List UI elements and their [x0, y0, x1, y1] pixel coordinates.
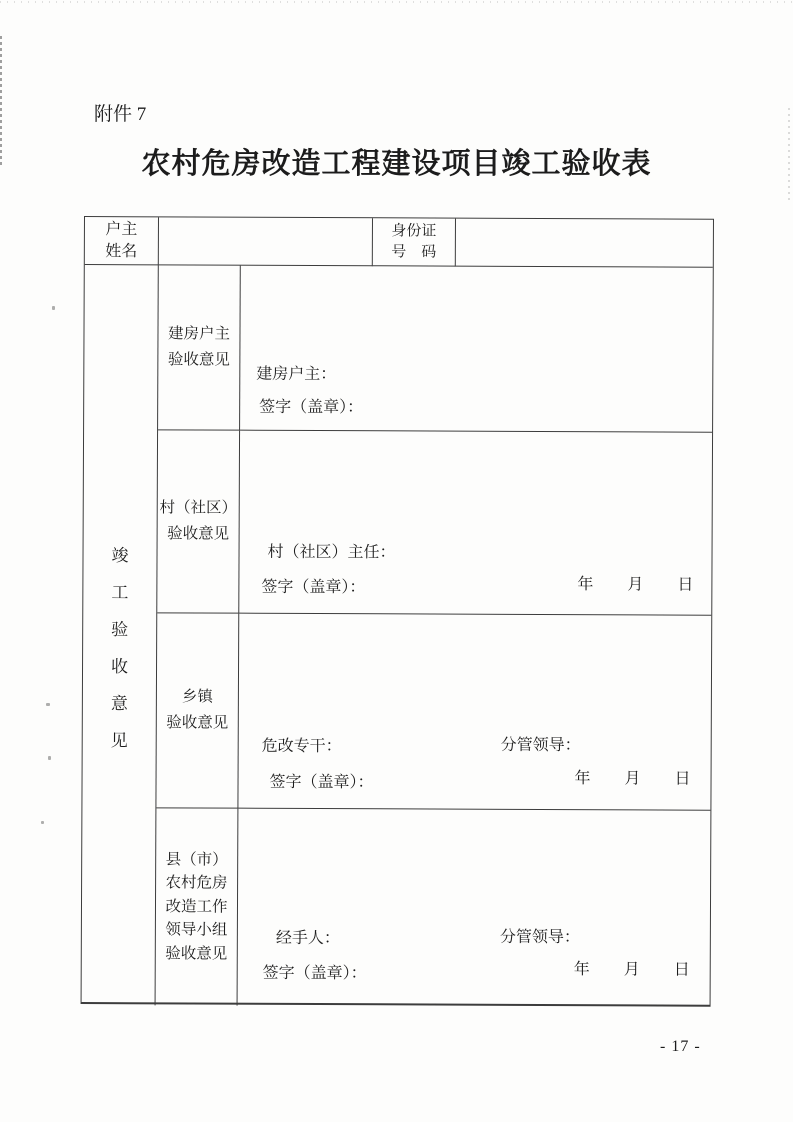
year-label: 年 [573, 961, 590, 979]
section-content-county-group [238, 809, 711, 1008]
section-label-line: 领导小组 [165, 921, 228, 939]
date-fields [575, 768, 691, 790]
section-label-line: 改造工作 [165, 898, 228, 916]
section-label-line: 县（市） [165, 851, 228, 869]
handler-field-label: 经手人： [275, 929, 340, 948]
month-label: 月 [627, 576, 644, 594]
acceptance-form-table [81, 216, 714, 1007]
page-number: - 17 - [660, 1038, 701, 1055]
signature-seal-label: 签字（盖章）： [259, 398, 364, 417]
section-label-township [156, 613, 239, 808]
section-label-line: 建房户主 [167, 325, 231, 343]
section-content-householder [240, 266, 713, 433]
attachment-label: 附件 7 [94, 104, 147, 125]
section-label-village [157, 430, 240, 613]
day-label: 日 [673, 961, 690, 979]
section-content-village [239, 431, 712, 616]
leader-in-charge-field-label: 分管领导： [500, 736, 581, 755]
householder-field-label: 建房户主： [256, 365, 337, 384]
section-label-line: 乡镇 [181, 688, 213, 706]
section-label-county-group [156, 808, 239, 1005]
id-number-label-cell [373, 218, 456, 266]
householder-name-label-line1: 户主 [105, 220, 138, 239]
section-label-line: 验收意见 [166, 714, 229, 732]
id-number-label-line1: 身份证 [391, 223, 437, 240]
householder-name-label-line2: 姓名 [105, 242, 138, 260]
section-label-line: 农村危房 [165, 874, 228, 892]
scan-speck [48, 756, 51, 760]
day-label: 日 [677, 576, 694, 594]
signature-seal-label: 签字（盖章）： [261, 578, 366, 597]
scan-speck [46, 703, 50, 706]
scan-speck [52, 306, 55, 310]
householder-name-label-cell [85, 217, 159, 265]
section-content-township [238, 614, 711, 811]
date-fields [574, 959, 690, 981]
scan-speck [41, 821, 44, 824]
row-label-char: 意 [110, 694, 128, 714]
year-label: 年 [574, 770, 591, 788]
row-label-char: 收 [110, 657, 129, 677]
leader-in-charge-field-label: 分管领导： [499, 928, 580, 947]
village-director-field-label: 村（社区）主任： [267, 543, 396, 562]
row-label-char: 工 [111, 583, 129, 603]
section-label-line: 村（社区） [159, 499, 238, 517]
section-label-line: 验收意见 [167, 351, 230, 369]
householder-name-value-cell [159, 217, 373, 266]
year-label: 年 [577, 576, 594, 594]
form-title: 农村危房改造工程建设项目竣工验收表 [141, 148, 652, 180]
completion-acceptance-row-label [82, 265, 159, 1005]
month-label: 月 [624, 770, 641, 788]
day-label: 日 [674, 770, 691, 788]
section-label-line: 验收意见 [165, 945, 228, 963]
scan-artifact-top-edge [0, 1, 793, 3]
section-label-householder [158, 265, 241, 430]
row-label-char: 验 [111, 620, 129, 640]
month-label: 月 [623, 961, 640, 979]
id-number-label-line2: 号 码 [391, 243, 437, 261]
id-number-value-cell [456, 219, 713, 268]
signature-seal-label: 签字（盖章）： [269, 773, 374, 792]
signature-seal-label: 签字（盖章）： [262, 964, 367, 983]
renovation-officer-field-label: 危改专干： [261, 737, 342, 756]
section-label-line: 验收意见 [167, 525, 230, 543]
row-label-char: 见 [110, 731, 128, 751]
row-label-char: 竣 [111, 546, 129, 566]
date-fields [577, 574, 693, 596]
